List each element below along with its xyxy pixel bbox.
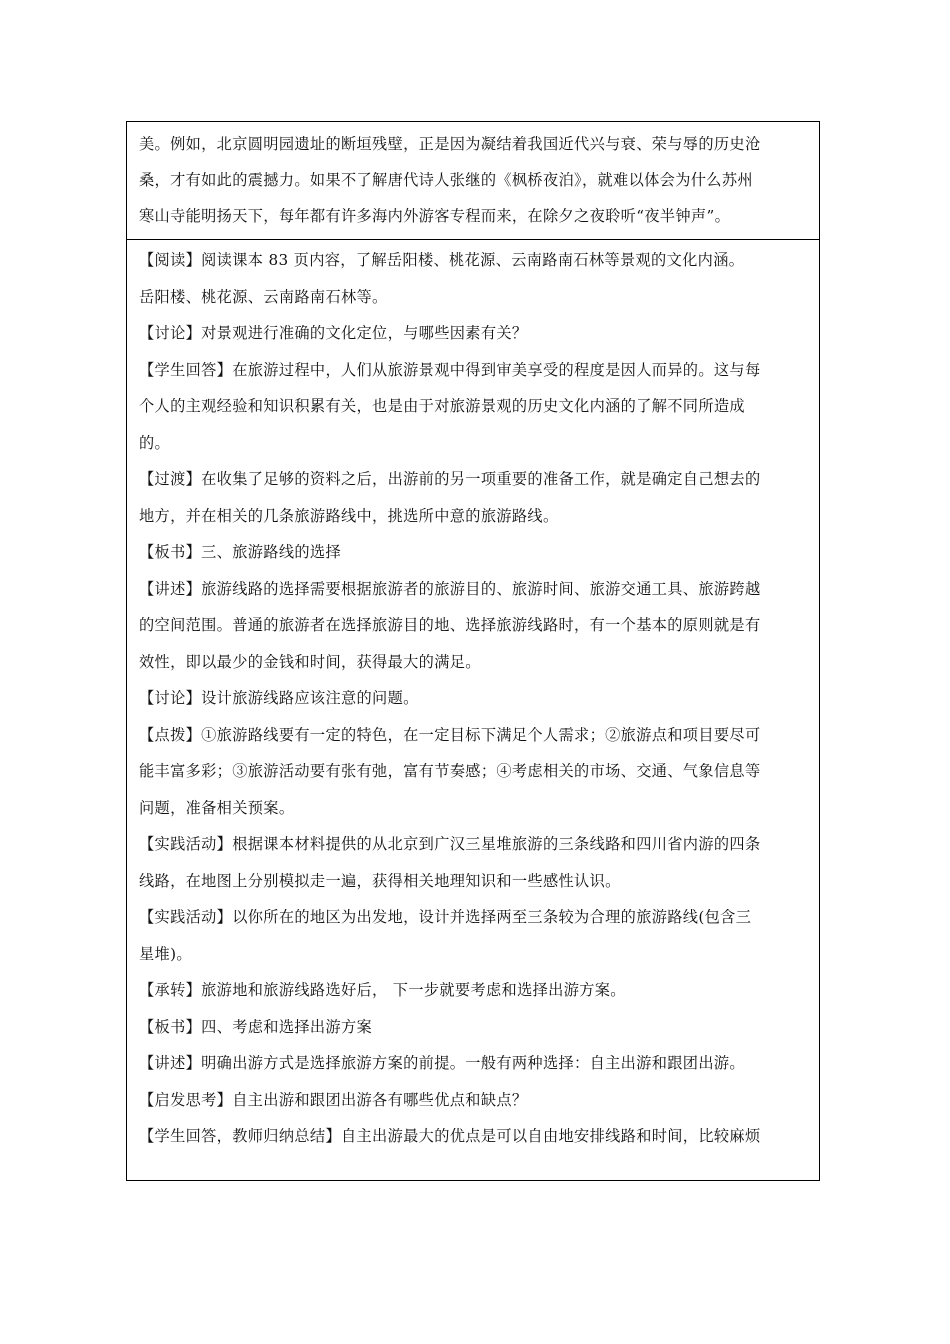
text-line: 的空间范围。普通的旅游者在选择旅游目的地、选择旅游线路时，有一个基本的原则就是有 [139, 616, 761, 634]
text-line: 的。 [139, 433, 171, 452]
text-line: 效性，即以最少的金钱和时间，获得最大的满足。 [139, 652, 481, 671]
table-cell-continuation [127, 122, 819, 240]
text-line: 【学生回答，教师归纳总结】自主出游最大的优点是可以自由地安排线路和时间，比较麻烦 [139, 1127, 761, 1145]
text-line: 线路，在地图上分别模拟走一遍，获得相关地理知识和一些感性认识。 [139, 871, 621, 890]
text-line: 【板书】三、旅游路线的选择 [139, 543, 341, 561]
text-line: 【讲述】旅游线路的选择需要根据旅游者的旅游目的、旅游时间、旅游交通工具、旅游跨越 [139, 579, 761, 598]
text-line: 【板书】四、考虑和选择出游方案 [139, 1017, 373, 1036]
text-line: 地方，并在相关的几条旅游路线中，挑选所中意的旅游路线。 [139, 506, 559, 525]
text-line: 能丰富多彩；③旅游活动要有张有弛，富有节奏感；④考虑相关的市场、交通、气象信息等 [139, 762, 761, 780]
text-line: 个人的主观经验和知识积累有关，也是由于对旅游景观的历史文化内涵的了解不同所造成 [139, 397, 745, 415]
text-line: 星堆)。 [139, 944, 192, 963]
text-line: 问题，准备相关预案。 [139, 798, 295, 817]
text-line: 【学生回答】在旅游过程中，人们从旅游景观中得到审美享受的程度是因人而异的。这与每 [139, 360, 761, 379]
text-line: 【讨论】设计旅游线路应该注意的问题。 [139, 689, 419, 707]
text-line: 美。例如，北京圆明园遗址的断垣残壁，正是因为凝结着我国近代兴与衰、荣与辱的历史沧 [139, 135, 761, 153]
text-line: 【实践活动】根据课本材料提供的从北京到广汉三星堆旅游的三条线路和四川省内游的四条 [139, 835, 761, 853]
text-line: 桑，才有如此的震撼力。如果不了解唐代诗人张继的《枫桥夜泊》，就难以体会为什么苏州 [139, 171, 753, 189]
text-line: 【点拨】①旅游路线要有一定的特色，在一定目标下满足个人需求；②旅游点和项目要尽可 [139, 725, 761, 744]
text-line: 【启发思考】自主出游和跟团出游各有哪些优点和缺点？ [139, 1090, 528, 1109]
text-line: 【过渡】在收集了足够的资料之后，出游前的另一项重要的准备工作，就是确定自己想去的 [139, 470, 761, 488]
text-line: 【承转】旅游地和旅游线路选好后， 下一步就要考虑和选择出游方案。 [139, 981, 626, 999]
table-cell-lesson-body [127, 240, 819, 1180]
text-line: 寒山寺能明扬天下，每年都有许多海内外游客专程而来，在除夕之夜聆听“夜半钟声”。 [139, 207, 731, 225]
text-line: 【讨论】对景观进行准确的文化定位，与哪些因素有关？ [139, 324, 528, 342]
text-line: 【阅读】阅读课本 83 页内容，了解岳阳楼、桃花源、云南路南石林等景观的文化内涵。 [139, 251, 745, 269]
text-line: 岳阳楼、桃花源、云南路南石林等。 [139, 287, 388, 306]
lesson-table [126, 121, 820, 1181]
text-line: 【讲述】明确出游方式是选择旅游方案的前提。一般有两种选择：自主出游和跟团出游。 [139, 1054, 745, 1072]
text-line: 【实践活动】以你所在的地区为出发地，设计并选择两至三条较为合理的旅游路线(包含三 [139, 908, 752, 926]
